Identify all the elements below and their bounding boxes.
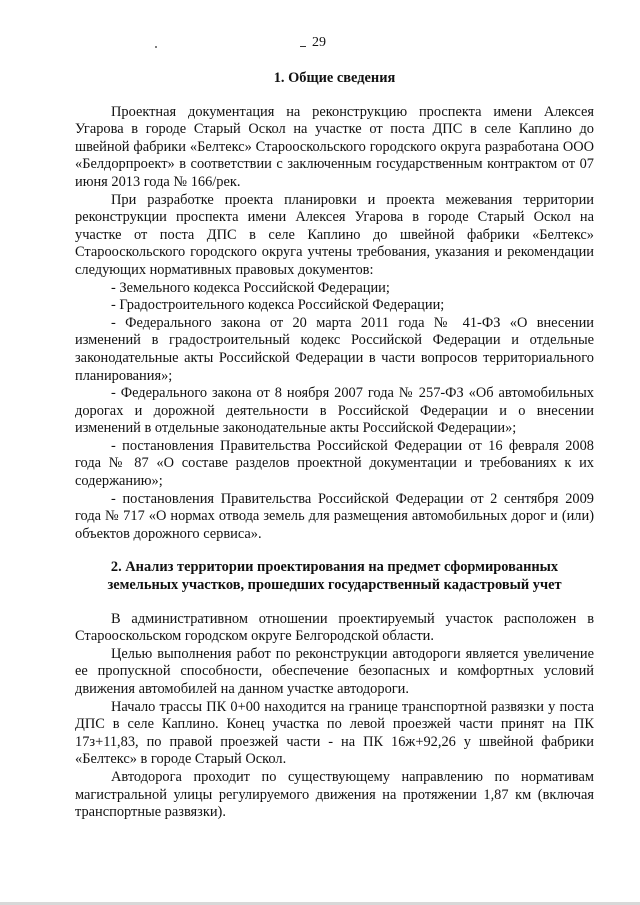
paragraph: Автодорога проходит по существующему направлению по нормативам магистральной улицы регулируемого движения на протяжении 1,87 км (включая транспортные развязки). — [75, 768, 594, 821]
section-2-title — [75, 559, 594, 594]
scan-dash — [300, 46, 306, 47]
scan-speck — [155, 46, 157, 48]
section-2-title-line1: 2. Анализ территории проектирования на предмет сформированных — [110, 559, 559, 576]
list-item: - постановления Правительства Российской Федерации от 16 февраля 2008 года № 87 «О составе разделов проектной документации и требованиях к их содержанию»; — [75, 437, 594, 490]
paragraph: Начало трассы ПК 0+00 находится на границе транспортной развязки у поста ДПС в селе Каплино. Конец участка по левой проезжей части принят на ПК 17з+11,83, по правой проезжей части - на ПК 16ж+92,26 у швейной фабрики «Белтекс» в городе Старый Оскол. — [75, 698, 594, 768]
page-number: 29 — [312, 35, 326, 50]
paragraph: В административном отношении проектируемый участок расположен в Старооскольском городском округе Белгородской области. — [75, 610, 594, 645]
list-item: - Федерального закона от 20 марта 2011 года № 41-ФЗ «О внесении изменений в градостроительный кодекс Российской Федерации и отдельные законодательные акты Российской Федерации в части вопросов территориального планирования»; — [75, 314, 594, 384]
paragraph: При разработке проекта планировки и проекта межевания территории реконструкции проспекта имени Алексея Угарова в городе Старый Оскол на участке от поста ДПС в селе Каплино до швейной фабрики «Белтекс» Старооскольского городского округа учтены требования, указания и рекомендации следующих нормативных правовых документов: — [75, 191, 594, 278]
list-item: - Земельного кодекса Российской Федерации; — [111, 279, 390, 296]
paragraph: Целью выполнения работ по реконструкции автодороги является увеличение ее пропускной способности, обеспечение безопасных и комфортных условий движения автомобилей на данном участке автодороги. — [75, 645, 594, 697]
list-item: - Градостроительного кодекса Российской Федерации; — [111, 297, 445, 314]
section-1-title: 1. Общие сведения — [273, 70, 396, 86]
paragraph: Проектная документация на реконструкцию проспекта имени Алексея Угарова в городе Старый Оскол на участке от поста ДПС в селе Каплино до швейной фабрики «Белтекс» Старооскольского городского округа разработана ООО «Белдорпроект» в соответствии с заключенным государственным контрактом от 07 июня 2013 года № 166/рек. — [75, 103, 594, 190]
section-2-title-line2: земельных участков, прошедших государственный кадастровый учет — [107, 577, 562, 594]
list-item: - постановления Правительства Российской Федерации от 2 сентября 2009 года № 717 «О нормах отвода земель для размещения автомобильных дорог и (или) объектов дорожного сервиса». — [75, 490, 594, 542]
document-body — [75, 70, 594, 822]
list-item: - Федерального закона от 8 ноября 2007 года № 257-ФЗ «Об автомобильных дорогах и дорожной деятельности в Российской Федерации и о внесении изменений в отдельные законодательные акты Российской Федерации»; — [75, 385, 594, 437]
